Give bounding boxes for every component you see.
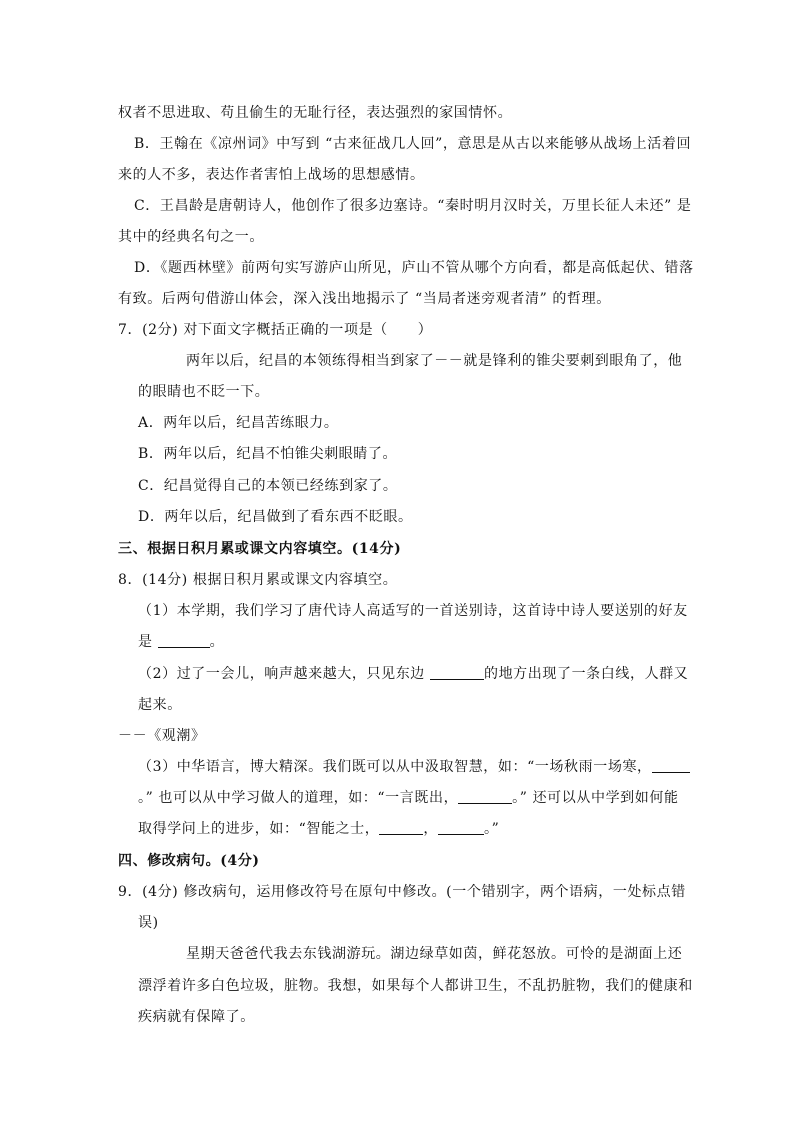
- q7-stem: [118, 320, 432, 340]
- q8-sub1-post: 。: [209, 634, 225, 650]
- q6-option-a-continuation: 权者不思进取、苟且偷生的无耻行径，表达强烈的家国情怀。: [118, 105, 513, 121]
- q8-sub3-l3-c: 。”: [483, 821, 500, 837]
- q8-sub3-pre: （3）中华语言，博大精深。我们既可以从中汲取智慧，如：“一场秋雨一场寒，: [138, 759, 652, 775]
- q6-option-b-line2: 来的人不多，表达作者害怕上战场的思想感情。: [118, 167, 425, 183]
- section-3-title: 三、根据日积月累或课文内容填空。(14分): [118, 541, 402, 557]
- q8-sub2-blank[interactable]: [430, 665, 484, 680]
- q8-sub3-line3: [138, 819, 499, 839]
- q8-sub2-line1: [138, 664, 688, 684]
- q6-option-d-line1: D．《题西林壁》前两句实写游庐山所见，庐山不管从哪个方向看，都是高低起伏、错落: [134, 260, 694, 276]
- q8-sub3-l2-b: 。” 还可以从中学到如何能: [512, 790, 679, 806]
- q6-option-b-line1: B．王翰在《凉州词》中写到 “古来征战几人回”，意思是从古以来能够从战场上活着回: [134, 136, 692, 152]
- q7-passage-line2: 的眼睛也不眨一下。: [138, 384, 270, 400]
- q7-option-b: B．两年以后，纪昌不怕锥尖刺眼睛了。: [138, 446, 398, 462]
- q8-sub1-line2: [138, 632, 224, 652]
- q8-sub3-l3-a: 取得学问上的进步，如：“智能之士，: [138, 821, 380, 837]
- q7-stem-text: 7．(2分) 对下面文字概括正确的一项是（: [118, 322, 388, 338]
- q7-passage-line1: 两年以后，纪昌的本领练得相当到家了－－就是锋利的锥尖要刺到眼角了，他: [186, 353, 683, 369]
- q7-option-d: D．两年以后，纪昌做到了看东西不眨眼。: [138, 509, 413, 525]
- q9-passage-line3: 疾病就有保障了。: [138, 1009, 255, 1025]
- q7-option-a: A．两年以后，纪昌苦练眼力。: [138, 415, 339, 431]
- q9-stem-line1: 9．(4分) 修改病句，运用修改符号在原句中修改。(一个错别字，两个语病，一处标点错: [118, 884, 686, 900]
- q8-sub3-blank3[interactable]: [379, 820, 423, 835]
- q9-passage-line2: 漂浮着许多白色垃圾，脏物。我想，如果每个人都讲卫生，不乱扔脏物，我们的健康和: [138, 978, 693, 994]
- q8-sub2-pre: （2）过了一会儿，响声越来越大，只见东边: [138, 666, 430, 682]
- q8-sub3-l2-a: 。” 也可以从中学习做人的道理，如：“一言既出，: [138, 790, 459, 806]
- q8-stem: 8．(14分) 根据日积月累或课文内容填空。: [118, 572, 398, 588]
- q6-option-c-line2: 其中的经典名句之一。: [118, 229, 264, 245]
- q7-option-c: C．纪昌觉得自己的本领已经练到家了。: [138, 478, 398, 494]
- q8-sub2-line2: 起来。: [138, 697, 182, 713]
- q8-sub3-blank2[interactable]: [458, 789, 512, 804]
- q7-stem-end: ）: [417, 322, 433, 338]
- q8-sub3-blank4[interactable]: [438, 820, 484, 835]
- q8-sub1-line1: （1）本学期，我们学习了唐代诗人高适写的一首送别诗，这首诗中诗人要送别的好友: [138, 603, 688, 619]
- q8-sub2-post: 的地方出现了一条白线，人群又: [483, 666, 689, 682]
- q8-sub3-l3-b: ，: [423, 821, 438, 837]
- q6-option-c-line1: C．王昌龄是唐朝诗人，他创作了很多边塞诗。“秦时明月汉时关，万里长征人未还” 是: [134, 198, 692, 214]
- q9-passage-line1: 星期天爸爸代我去东钱湖游玩。湖边绿草如茵，鲜花怒放。可怜的是湖面上还: [186, 946, 683, 962]
- q8-sub3-line2: [138, 788, 679, 808]
- q8-sub3-blank1[interactable]: [652, 758, 690, 773]
- q8-sub1-pre: 是: [138, 634, 158, 650]
- q6-option-d-line2: 有致。后两句借游山体会，深入浅出地揭示了 “当局者迷旁观者清” 的哲理。: [118, 291, 611, 307]
- q8-sub1-blank[interactable]: [158, 633, 210, 648]
- section-4-title: 四、修改病句。(4分): [118, 853, 260, 869]
- q9-stem-line2: 误): [138, 915, 159, 931]
- q8-sub3-line1: [138, 757, 690, 777]
- q8-sub2-source: －－《观潮》: [118, 728, 206, 744]
